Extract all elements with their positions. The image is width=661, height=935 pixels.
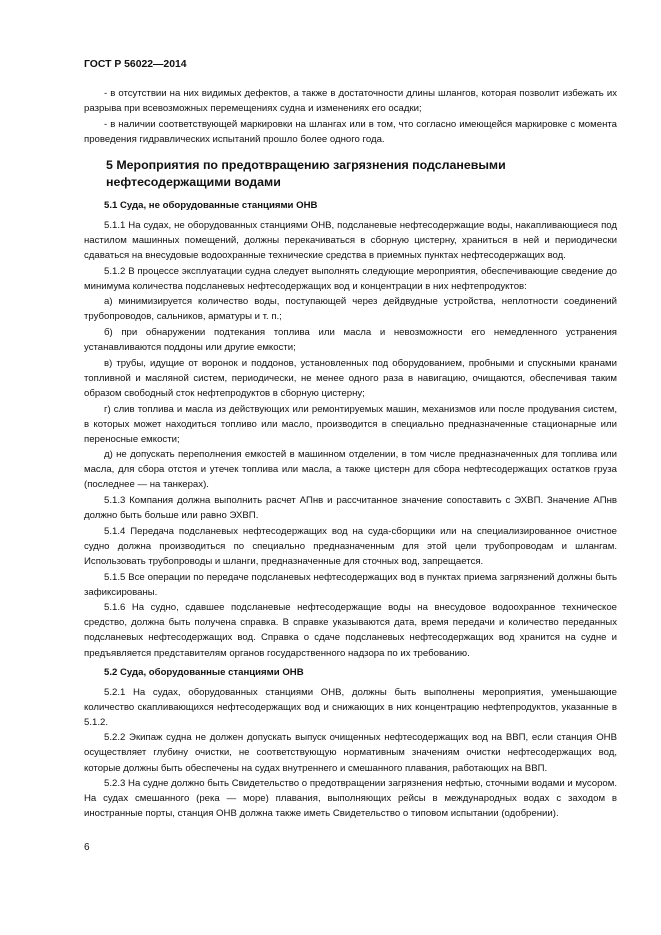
- clause-5-1-2-item-d: г) слив топлива и масла из действующих или ремонтируемых машин, механизмов или после продувания систем, в которых может находиться топливо или масло, производится в специально предназначенные стационарные или переносные емкости;: [84, 403, 617, 445]
- clause-5-1-2-item-e: д) не допускать переполнения емкостей в машинном отделении, в том числе предназначенных для топлива или масла, для сбора отстоя и утечек топлива или масла, а также цистерн для сбора нефтесодержащих остатков груза (последнее — на танкерах).: [84, 449, 617, 491]
- subsection-5-2-title: 5.2 Суда, оборудованные станциями ОНВ: [104, 666, 304, 678]
- clause-5-2-1: 5.2.1 На судах, оборудованных станциями ОНВ, должны быть выполнены мероприятия, уменьшающие количество скапливающихся нефтесодержащих вод и снижающих в них концентрацию нефтепродуктов, указанные в 5.1.2.: [84, 686, 617, 728]
- intro-paragraph-2: - в наличии соответствующей маркировки на шлангах или в том, что согласно имеющейся маркировке с момента проведения гидравлических испытаний прошло более одного года.: [84, 118, 617, 145]
- clause-5-1-1: 5.1.1 На судах, не оборудованных станциями ОНВ, подсланевые нефтесодержащие воды, накапливающиеся под настилом машинных помещений, должны перекачиваться в сборную цистерну, храниться в ней и периодически сдаваться на внесудовые водоохранные технические средства в приемных пунктах нефтесодержащих вод.: [84, 219, 617, 262]
- section-5-title-line-1: 5 Мероприятия по предотвращению загрязнения подсланевыми: [106, 157, 506, 172]
- clause-5-2-2: 5.2.2 Экипаж судна не должен допускать выпуск очищенных нефтесодержащих вод на ВВП, если станция ОНВ осуществляет глубину очистки, не соответствующую нормативным значениям очистки нефтесодержащих вод, которые должны быть обеспечены на судах внутреннего и смешанного плавания, работающих на ВВП.: [84, 732, 617, 774]
- section-5-title: [106, 157, 617, 191]
- page-content: [84, 86, 617, 822]
- clause-5-1-2-item-a: а) минимизируется количество воды, поступающей через дейдвудные устройства, неплотности соединений трубопроводов, сальников, арматуры и т. п.;: [84, 296, 617, 323]
- document-standard-number: ГОСТ Р 56022—2014: [84, 59, 187, 70]
- clause-5-1-3: 5.1.3 Компания должна выполнить расчет АПнв и рассчитанное значение сопоставить с ЭХВП. Значение АПнв должно быть больше или равно ЭХВП.: [84, 495, 617, 522]
- clause-5-1-6: 5.1.6 На судно, сдавшее подсланевые нефтесодержащие воды на внесудовое водоохранное техническое средство, должна быть получена справка. В справке указываются дата, время передачи и количество переданных подсланевых нефтесодержащих вод. Справка о сдаче подсланевых нефтесодержащих вод хранится на судне и предъявляется представителям органов государственного надзора по их требованию.: [84, 602, 617, 659]
- clause-5-1-5: 5.1.5 Все операции по передаче подсланевых нефтесодержащих вод в пунктах приема загрязнений должны быть зафиксированы.: [84, 571, 617, 598]
- clause-5-2-3: 5.2.3 На судне должно быть Свидетельство о предотвращении загрязнения нефтью, сточными водами и мусором. На судах смешанного (река — море) плавания, выполняющих рейсы в международных водах с заходом в иностранные порты, станция ОНВ должна также иметь Свидетельство о типовом испытании (одобрении).: [84, 778, 617, 820]
- clause-5-1-2: 5.1.2 В процессе эксплуатации судна следует выполнять следующие мероприятия, обеспечивающие сведение до минимума количества подсланевых нефтесодержащих вод и концентрации в них нефтепродуктов:: [84, 265, 617, 292]
- page-number: 6: [84, 842, 90, 853]
- clause-5-1-2-item-c: в) трубы, идущие от воронок и поддонов, установленных под оборудованием, пробными и спускными кранами топливной и масляной систем, периодически, не менее одного раза в навигацию, очищаются, обеспечивая таким образом свободный сток нефтепродуктов в сборную цистерну;: [84, 357, 617, 399]
- section-5-title-line-2: нефтесодержащими водами: [106, 174, 281, 189]
- intro-paragraph-1: - в отсутствии на них видимых дефектов, а также в достаточности длины шлангов, которая позволит избежать их разрыва при всевозможных перемещениях судна и изменениях его осадки;: [84, 88, 617, 115]
- subsection-5-1-title: 5.1 Суда, не оборудованные станциями ОНВ: [104, 199, 318, 211]
- clause-5-1-4: 5.1.4 Передача подсланевых нефтесодержащих вод на суда-сборщики или на специализированное очистное судно должна производиться по специально предназначенным для этой цели трубопроводам и шлангам. Использовать трубопроводы и шланги, предназначенные для сточных вод, запрещается.: [84, 525, 617, 567]
- clause-5-1-2-item-b: б) при обнаружении подтекания топлива или масла и невозможности его немедленного устранения устанавливаются поддоны или другие емкости;: [84, 327, 617, 354]
